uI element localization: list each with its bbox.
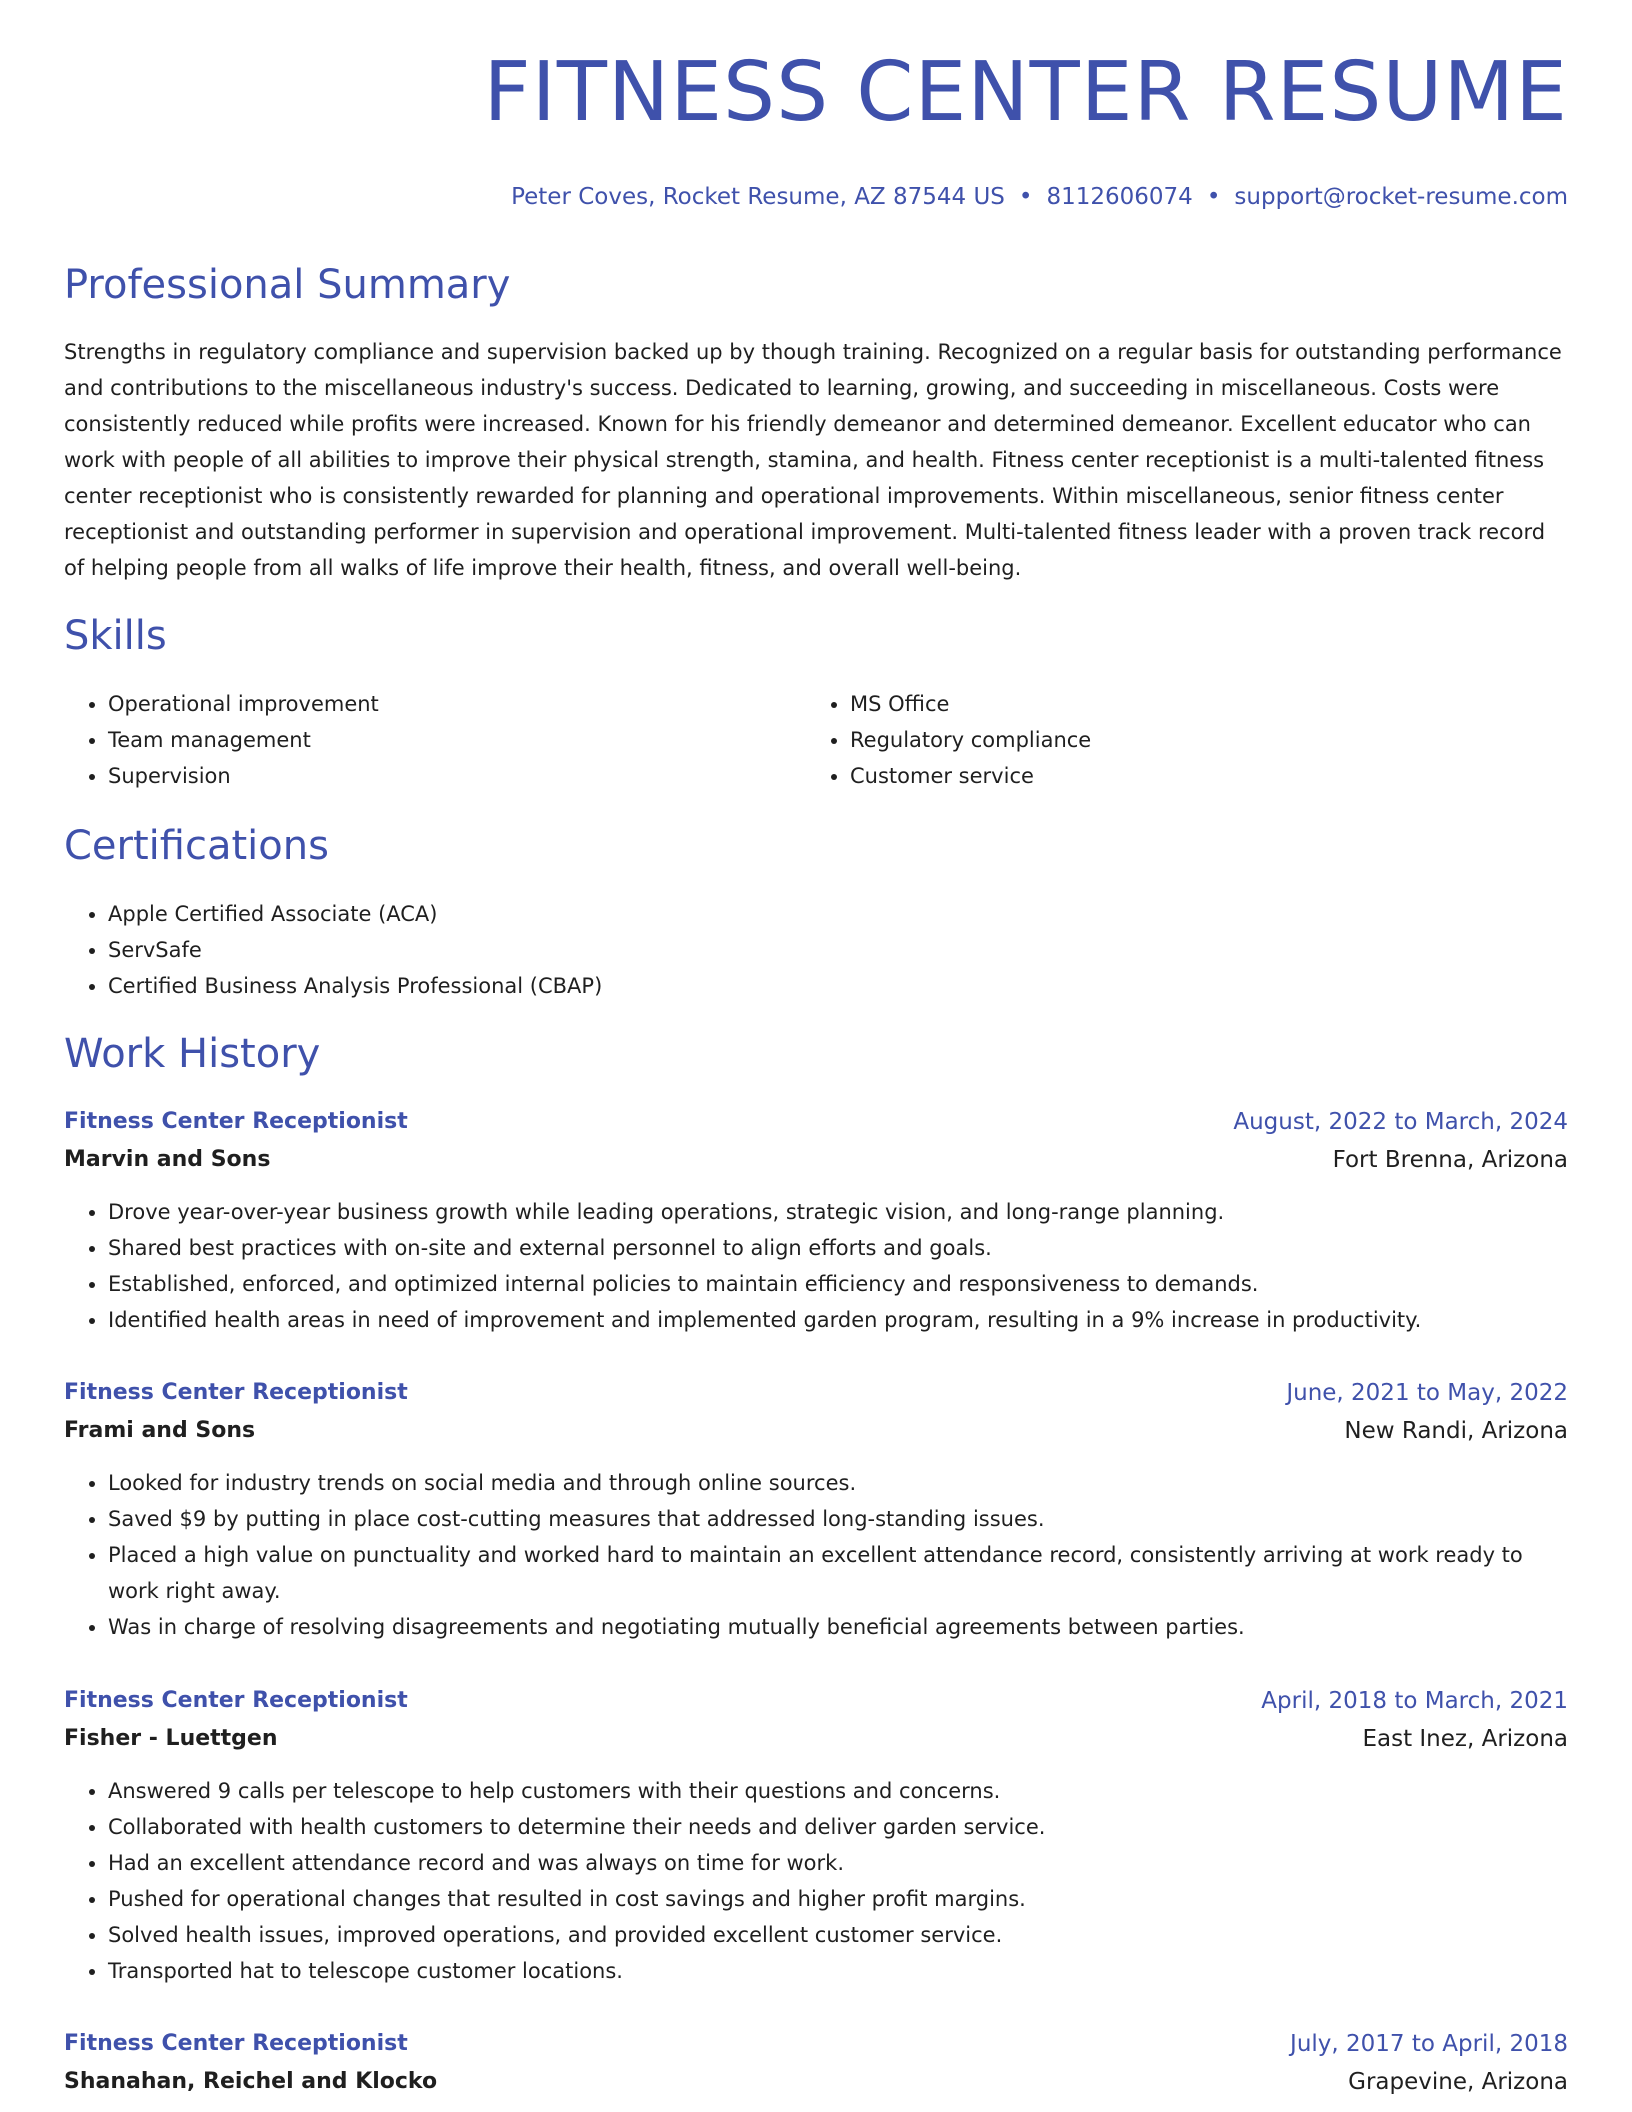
job-bullets — [64, 1465, 1568, 1645]
contact-email: support@rocket-resume.com — [1234, 184, 1568, 210]
job-bullets — [64, 1773, 1568, 1989]
job-company: Frami and Sons — [64, 1418, 256, 1443]
job-company: Marvin and Sons — [64, 1147, 271, 1172]
certifications-heading: Certifications — [64, 823, 329, 869]
job-bullet: • Looked for industry trends on social media and through online sources. — [108, 1465, 1568, 1501]
job-dates: August, 2022 to March, 2024 — [1233, 1109, 1568, 1135]
job-title: Fitness Center Receptionist — [64, 1380, 408, 1405]
skill-item: • Supervision — [108, 758, 804, 794]
job-title: Fitness Center Receptionist — [64, 2031, 408, 2056]
job-dates: April, 2018 to March, 2021 — [1261, 1688, 1568, 1714]
job-entry — [64, 1375, 1568, 1645]
certification-item: • Certified Business Analysis Professional (CBAP) — [108, 968, 1568, 1004]
job-dates: July, 2017 to April, 2018 — [1290, 2031, 1568, 2057]
skill-item: • Operational improvement — [108, 686, 804, 722]
job-title: Fitness Center Receptionist — [64, 1688, 408, 1713]
job-bullet: • Saved $9 by putting in place cost-cutting measures that addressed long-standing issues. — [108, 1501, 1568, 1537]
job-location: Fort Brenna, Arizona — [1332, 1147, 1568, 1173]
job-entry — [64, 1104, 1568, 1338]
skill-item: • Customer service — [850, 758, 1546, 794]
summary-text: Strengths in regulatory compliance and supervision backed up by though training. Recognized on a regular basis for outstanding performance and contributions to the miscellaneous industry's success. Dedicated to learning, growing, and succeeding in miscellaneous. Costs were consistently reduced while profits were increased. Known for his friendly demeanor and determined demeanor. Excellent educator who can work with people of all abilities to improve their physical strength, stamina, and health. Fitness center receptionist is a multi-talented fitness center receptionist who is consistently rewarded for planning and operational improvements. Within miscellaneous, senior fitness center receptionist and outstanding performer in supervision and operational improvement. Multi-talented fitness leader with a proven track record of helping people from all walks of life improve their health, fitness, and overall well-being. — [64, 340, 1562, 580]
skills-heading: Skills — [64, 613, 167, 659]
resume-title: FITNESS CENTER RESUME — [483, 45, 1568, 140]
certification-item: • ServSafe — [108, 932, 1568, 968]
job-dates: June, 2021 to May, 2022 — [1286, 1380, 1568, 1406]
skill-item: • Team management — [108, 722, 804, 758]
contact-line — [511, 181, 1568, 213]
work-history-heading: Work History — [64, 1031, 321, 1077]
job-company: Fisher - Luettgen — [64, 1726, 278, 1751]
job-bullet: • Placed a high value on punctuality and worked hard to maintain an excellent attendance record, consistently arriving at work ready to work right away. — [108, 1537, 1568, 1609]
job-location: East Inez, Arizona — [1362, 1726, 1568, 1752]
job-bullet: • Drove year-over-year business growth while leading operations, strategic vision, and long-range planning. — [108, 1194, 1568, 1230]
skill-item: • MS Office — [850, 686, 1546, 722]
skills-column-left — [64, 686, 804, 794]
contact-phone: 8112606074 — [1046, 184, 1193, 210]
certification-item: • Apple Certified Associate (ACA) — [108, 896, 1568, 932]
certifications-list — [64, 896, 1568, 1004]
skills-column-right — [806, 686, 1546, 794]
job-bullet: • Identified health areas in need of improvement and implemented garden program, resulting in a 9% increase in productivity. — [108, 1302, 1568, 1338]
job-bullet: • Collaborated with health customers to determine their needs and deliver garden service. — [108, 1809, 1568, 1845]
job-bullet: • Transported hat to telescope customer locations. — [108, 1953, 1568, 1989]
job-bullet: • Had an excellent attendance record and was always on time for work. — [108, 1845, 1568, 1881]
job-bullet: • Pushed for operational changes that resulted in cost savings and higher profit margins. — [108, 1881, 1568, 1917]
contact-separator: • — [1206, 184, 1221, 210]
summary-heading: Professional Summary — [64, 262, 511, 308]
contact-address: Peter Coves, Rocket Resume, AZ 87544 US — [511, 184, 1005, 210]
job-bullet: • Solved health issues, improved operations, and provided excellent customer service. — [108, 1917, 1568, 1953]
job-bullet: • Was in charge of resolving disagreements and negotiating mutually beneficial agreements between parties. — [108, 1609, 1568, 1645]
job-title: Fitness Center Receptionist — [64, 1109, 408, 1134]
job-location: New Randi, Arizona — [1344, 1418, 1568, 1444]
job-entry — [64, 1683, 1568, 1989]
skill-item: • Regulatory compliance — [850, 722, 1546, 758]
job-bullet: • Established, enforced, and optimized internal policies to maintain efficiency and responsiveness to demands. — [108, 1266, 1568, 1302]
job-bullets — [64, 1194, 1568, 1338]
job-company: Shanahan, Reichel and Klocko — [64, 2069, 438, 2094]
job-bullet: • Answered 9 calls per telescope to help customers with their questions and concerns. — [108, 1773, 1568, 1809]
job-location: Grapevine, Arizona — [1348, 2069, 1568, 2095]
contact-separator: • — [1018, 184, 1033, 210]
job-entry — [64, 2026, 1568, 2102]
job-bullet: • Shared best practices with on-site and external personnel to align efforts and goals. — [108, 1230, 1568, 1266]
